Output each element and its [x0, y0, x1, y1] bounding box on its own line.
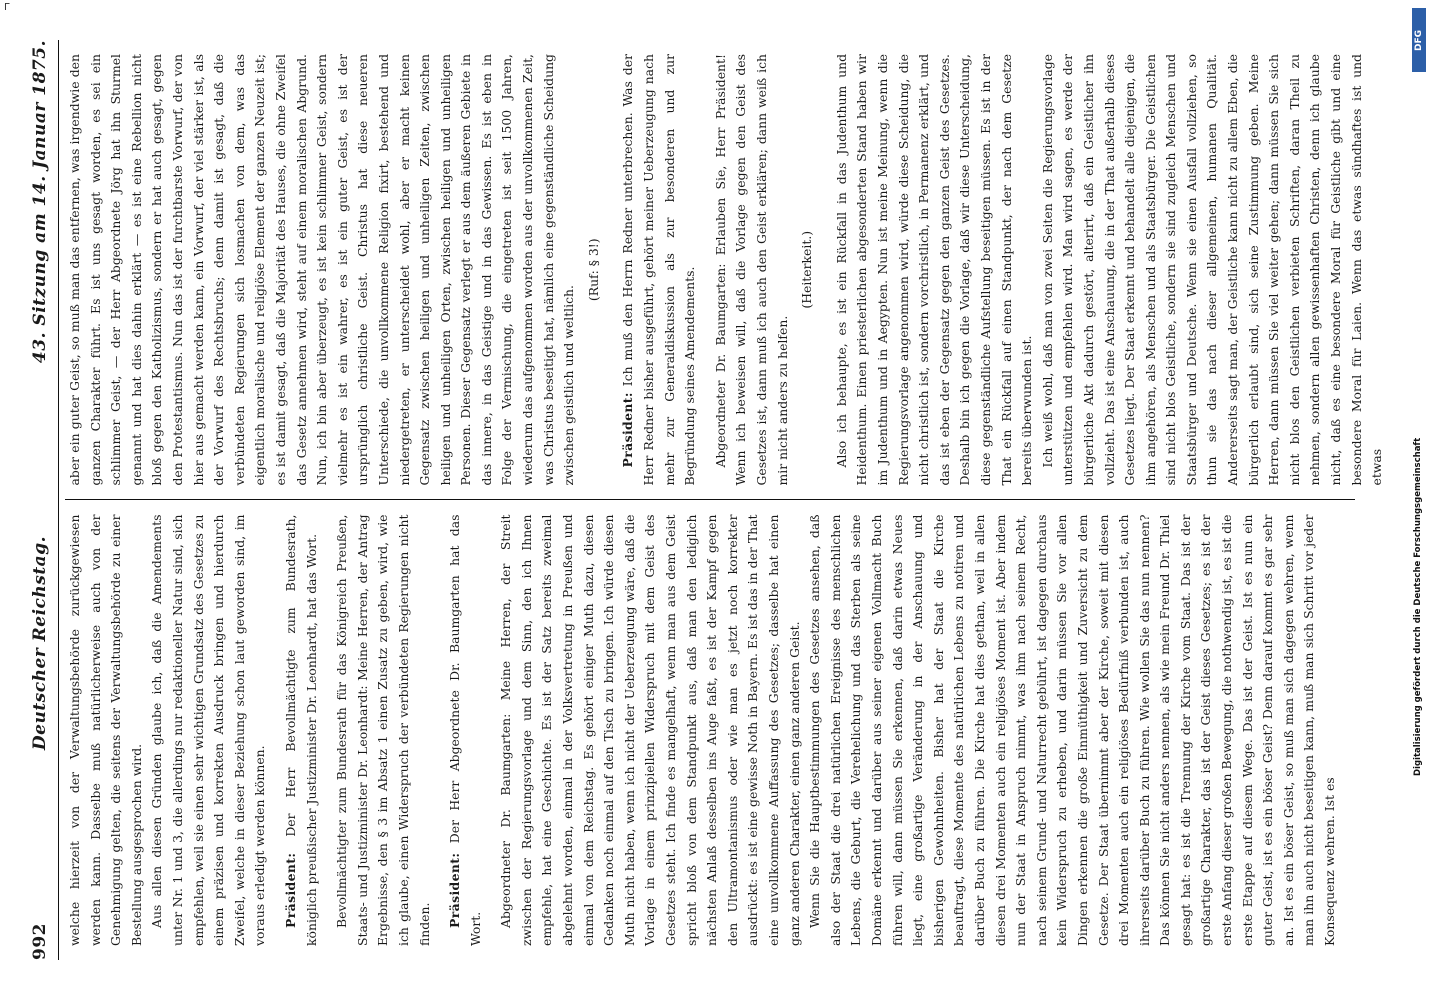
paragraph — [445, 515, 486, 947]
paragraph — [618, 54, 700, 486]
column-divider — [65, 500, 1355, 501]
page-number: 992 — [30, 923, 50, 960]
publication-title: Deutscher Reichstag. — [30, 535, 50, 751]
paragraph: welche hierzeit von der Verwaltungsbehörde zurückgewiesen werden kann. Dasselbe muß natürlicherweise auch von der Genehmigung gelten, die seitens der Verwaltungsbehörde zu einer Bestellung ausgesprochen wird. — [67, 514, 144, 946]
header-rule — [58, 40, 59, 960]
paragraph-text: Der Herr Abgeordnete Dr. Baumgarten hat das Wort. — [447, 514, 483, 946]
text-column-left — [65, 501, 1355, 961]
paragraph-gap — [608, 54, 618, 486]
interjection: (Heiterkeit.) — [799, 230, 815, 309]
paragraph: Ich weiß wohl, daß man von zwei Seiten die Regierungsvorlage unterstützen und empfehlen wird. Man wird sagen, es werde der bürgerliche Akt dadurch gestört, alterirt, daß ein Geistlicher ihn vollzieht. Das ist eine Anschauung, die in der That außerhalb dieses Gesetzes liegt. Der Staat erkennt und behandelt alle diejenigen, die ihm angehören, als Menschen und als Staatsbürger. Die Geistlichen sind nicht blos Geistliche, sondern sie sind zugleich Menschen und Staatsbürger und Deutsche. Wenn sie einen Ausfall vollziehen, so thun sie das nach dieser allgemeinen, humanen Qualität. Andererseits sagt man, der Geistliche kann nicht zu allem Eben, die bürgerlich erlaubt sind, sich seine Zustimmung geben. Meine Herren, dann müssen Sie viel weiter gehen; dann müssen Sie sich nicht blos den Geistlichen verbieten Schriften, daran Theil zu nehmen, sondern allen gewissenhaften Christen, denn ich glaube nicht, daß es eine besondere Moral für Geistliche gibt und eine besondere Moral für Laien. Wenn das etwas sündhaftes ist und etwas — [1039, 54, 1385, 486]
interjection: (Ruf: § 3!) — [585, 238, 601, 302]
speaker-label: Präsident: — [447, 852, 463, 928]
paragraph: Abgeordneter Dr. Baumgarten: Erlauben Sie, Herr Präsident! Wenn ich beweisen will, daß die Vorlage gegen den Geist des Gesetzes ist, dann muß ich auch den Geist erklären; dann weiß ich mir nicht anders zu helfen. — [712, 54, 790, 486]
paragraph-gap — [701, 54, 711, 486]
paragraph: Wenn Sie die Hauptbestimmungen des Gesetzes ansehen, daß also der Staat die drei natürlichen Ereignisse des menschlichen Lebens, die Geburt, die Verehelichung und das Sterben als seine Domäne erkennt und darüber aus seiner eigenen Vollmacht Buch führen will, dann müssen Sie erkennen, daß darin etwas Neues liegt, eine großartige Veränderung in der Anschauung und bisherigen Gewohnheiten. Bisher hat der Staat die Kirche beauftragt, diese Momente des natürlichen Lebens zu notiren und darüber Buch zu führen. Die Kirche hat dies gethan, weil in allen diesen drei Momenten auch ein religiöses Moment ist. Aber indem nun der Staat in Anspruch nimmt, was ihm nach seinem Recht, nach seinem Grund- und Naturrecht gebührt, ist dagegen durchaus kein Widerspruch zu erheben, und darin müssen Sie vor allen Dingen erkennen die große Einmüthigkeit und Zuversicht zu dem Gesetze. Der Staat übernimmt aber der Kirche, soweit mit diesen drei Momenten auch ein religiöses Bedürfniß verbunden ist, auch ihrerseits darüber Buch zu führen. Wie wollen Sie das nun nennen? Das können Sie nicht anders nennen, als wie mein Freund Dr. Thiel gesagt hat: es ist die Trennung der Kirche vom Staat. Das ist der großartige Charakter, das ist der Geist dieses Gesetzes; es ist der erste Anfang dieser großen Bewegung, die nothwendig ist, es ist die erste Etappe auf diesem Wege. Das ist der Geist. Ist es nun ein guter Geist, ist es ein böser Geist? Denn darauf kommt es gar sehr an. Ist es ein böser Geist, so muß man sich dagegen wehren, wenn man ihn auch nicht beseitigen kann, muß man sich Schritt vor jeder Konsequenz wehren. Ist es — [807, 514, 1338, 946]
paragraph-gap — [822, 54, 832, 486]
paragraph-text: Ich muß den Herrn Redner unterbrechen. Was der Herr Redner bisher ausgeführt, gehört meiner Ueberzeugung nach mehr zur Generaldiskussion als zur besonderen und zur Begründung seines Amendements. — [620, 54, 698, 486]
paragraph: Aus allen diesen Gründen glaube ich, daß die Amendements unter Nr. 1 und 3, die allerdings nur redaktioneller Natur sind, sich empfehlen, weil sie einen sehr wichtigen Grundsatz des Gesetzes zu einem präzisen und korrekten Ausdruck bringen und hierdurch Zweifel, welche in dieser Beziehung schon laut geworden sind, im voraus erledigt werden können. — [149, 514, 268, 946]
paragraph: Bevollmächtigter zum Bundesrath für das Königreich Preußen, Staats- und Justizminister Dr. Leonhardt: Meine Herren, der Antrag Ergebnisse, den § 3 im Absatz 1 einen Zusatz zu geben, wird, wie ich glaube, einen Widerspruch der verbündeten Regierungen nicht finden. — [334, 514, 432, 946]
paragraph — [281, 515, 322, 947]
text-column-right — [65, 40, 1385, 500]
dfg-logo: DFG — [1412, 8, 1426, 72]
speaker-label: Präsident: — [620, 392, 636, 468]
digitization-credit — [1404, 0, 1432, 1000]
speaker-label: Präsident: — [282, 852, 298, 928]
paragraph-gap — [486, 515, 496, 947]
session-heading: 43. Sitzung am 14. Januar 1875. — [30, 40, 50, 364]
scan-corner-mark: Γ — [4, 2, 10, 13]
paragraph-gap — [435, 515, 445, 947]
paragraph-text: Der Herr Bevollmächtigte zum Bundesrath, königlich preußischer Justizminister Dr. Leonhardt, hat das Wort. — [282, 514, 319, 946]
page-header — [30, 40, 56, 960]
paragraph-gap — [322, 515, 332, 947]
paragraph: Also ich behaupte, es ist ein Rückfall in das Judenthum und Heidenthum. Einen priesterlichen abgesonderten Stand haben wir im Judenthum und in Aegypten. Nun ist meine Meinung, wenn die Regierungsvorlage angenommen wird, würde diese Scheidung, die nicht christlich ist, sondern vorchristlich, in Permanenz erklärt, und das ist eben der Gegensatz gegen den ganzen Geist des Gesetzes. Deshalb bin ich gegen die Vorlage, daß wir diese Unterscheidung, diese gegenständliche Aufstellung beseitigen müssen. Es ist in der That ein Rückfall auf einen Standpunkt, der nach dem Gesetze bereits überwunden ist. — [833, 54, 1035, 486]
paragraph-gap — [271, 515, 281, 947]
paragraph: aber ein guter Geist, so muß man das entfernen, was irgendwie den ganzen Charakter führt. Es ist uns gesagt worden, es sei ein schlimmer Geist, — der Herr Abgeordnete Jörg hat ihn Sturmel genannt und hat dies dahin erklärt — es ist eine Rebellion nicht bloß gegen den Katholizismus, sondern er hat auch gesagt, gegen den Protestantismus. Nun das ist der furchtbarste Vorwurf, der von hier aus gemacht werden kann, ein Vorwurf, der viel stärker ist, als der Vorwurf des Rechtsbruchs; denn damit ist gesagt, daß die verbündeten Regierungen sich losmachen von dem, was das eigentlich moralische und religiöse Element der ganzen Neuzeit ist; es ist damit gesagt, daß die Majorität des Hauses, die ohne Zweifel das Gesetz annehmen wird, steht auf einem moralischen Abgrund. Nun, ich bin aber überzeugt, es ist kein schlimmer Geist, sondern vielmehr es ist ein wahrer, es ist ein guter Geist, es ist der ursprünglich christliche Geist. Christus hat diese neueren Unterschiede, die unvollkommene Religion fixirt, bestehend und niedergetreten, er unterscheidet wohl, aber er macht keinen Gegensatz zwischen heiligen und unheiligen Zeiten, zwischen heiligen und unheiligen Orten, zwischen heiligen und unheiligen Personen. Dieser Gegensatz verlegt er aus dem äußeren Gebiete in das innere, in das Geistige und in das Gewissen. Es ist eben in Folge der Vermischung, die eingetreten ist seit 1500 Jahren, wiederum das aufgenommen worden aus der unvollkommenen Zeit, was Christus beseitigt hat, nämlich eine gegenständliche Scheidung zwischen geistlich und weltlich. — [67, 54, 577, 486]
credit-text: Digitalisierung gefördert durch die Deutsche Forschungsgemeinschaft — [1413, 437, 1423, 776]
paragraph: Abgeordneter Dr. Baumgarten: Meine Herren, der Streit zwischen der Regierungsvorlage und dem Sinn, den ich Ihnen empfehle, hat eine Geschichte. Es ist der Satz bereits zweimal abgelehnt worden, einmal in der Volksvertretung in Preußen und einmal von dem Reichstag. Es gehört einiger Muth dazu, diesen Gedanken noch einmal auf den Tisch zu bringen. Ich würde diesen Muth nicht haben, wenn ich nicht der Ueberzeugung wäre, daß die Vorlage in einem prinzipiellen Widerspruch mit dem Geist des Gesetzes steht. Ich finde es mangelhaft, wenn man aus dem Geist spricht bloß von dem Standpunkt aus, daß man den lediglich nächsten Anlaß desselben ins Auge faßt, es ist der Kampf gegen den Ultramontanismus oder wie man es jetzt noch korrekter ausdrückt: es ist eine gewisse Noth in Bayern. Es ist das in der That eine unvollkommene Auffassung des Gesetzes; dasselbe hat einen ganz anderen Charakter, einen ganz anderen Geist. — [498, 514, 802, 946]
text-columns — [65, 40, 1385, 960]
